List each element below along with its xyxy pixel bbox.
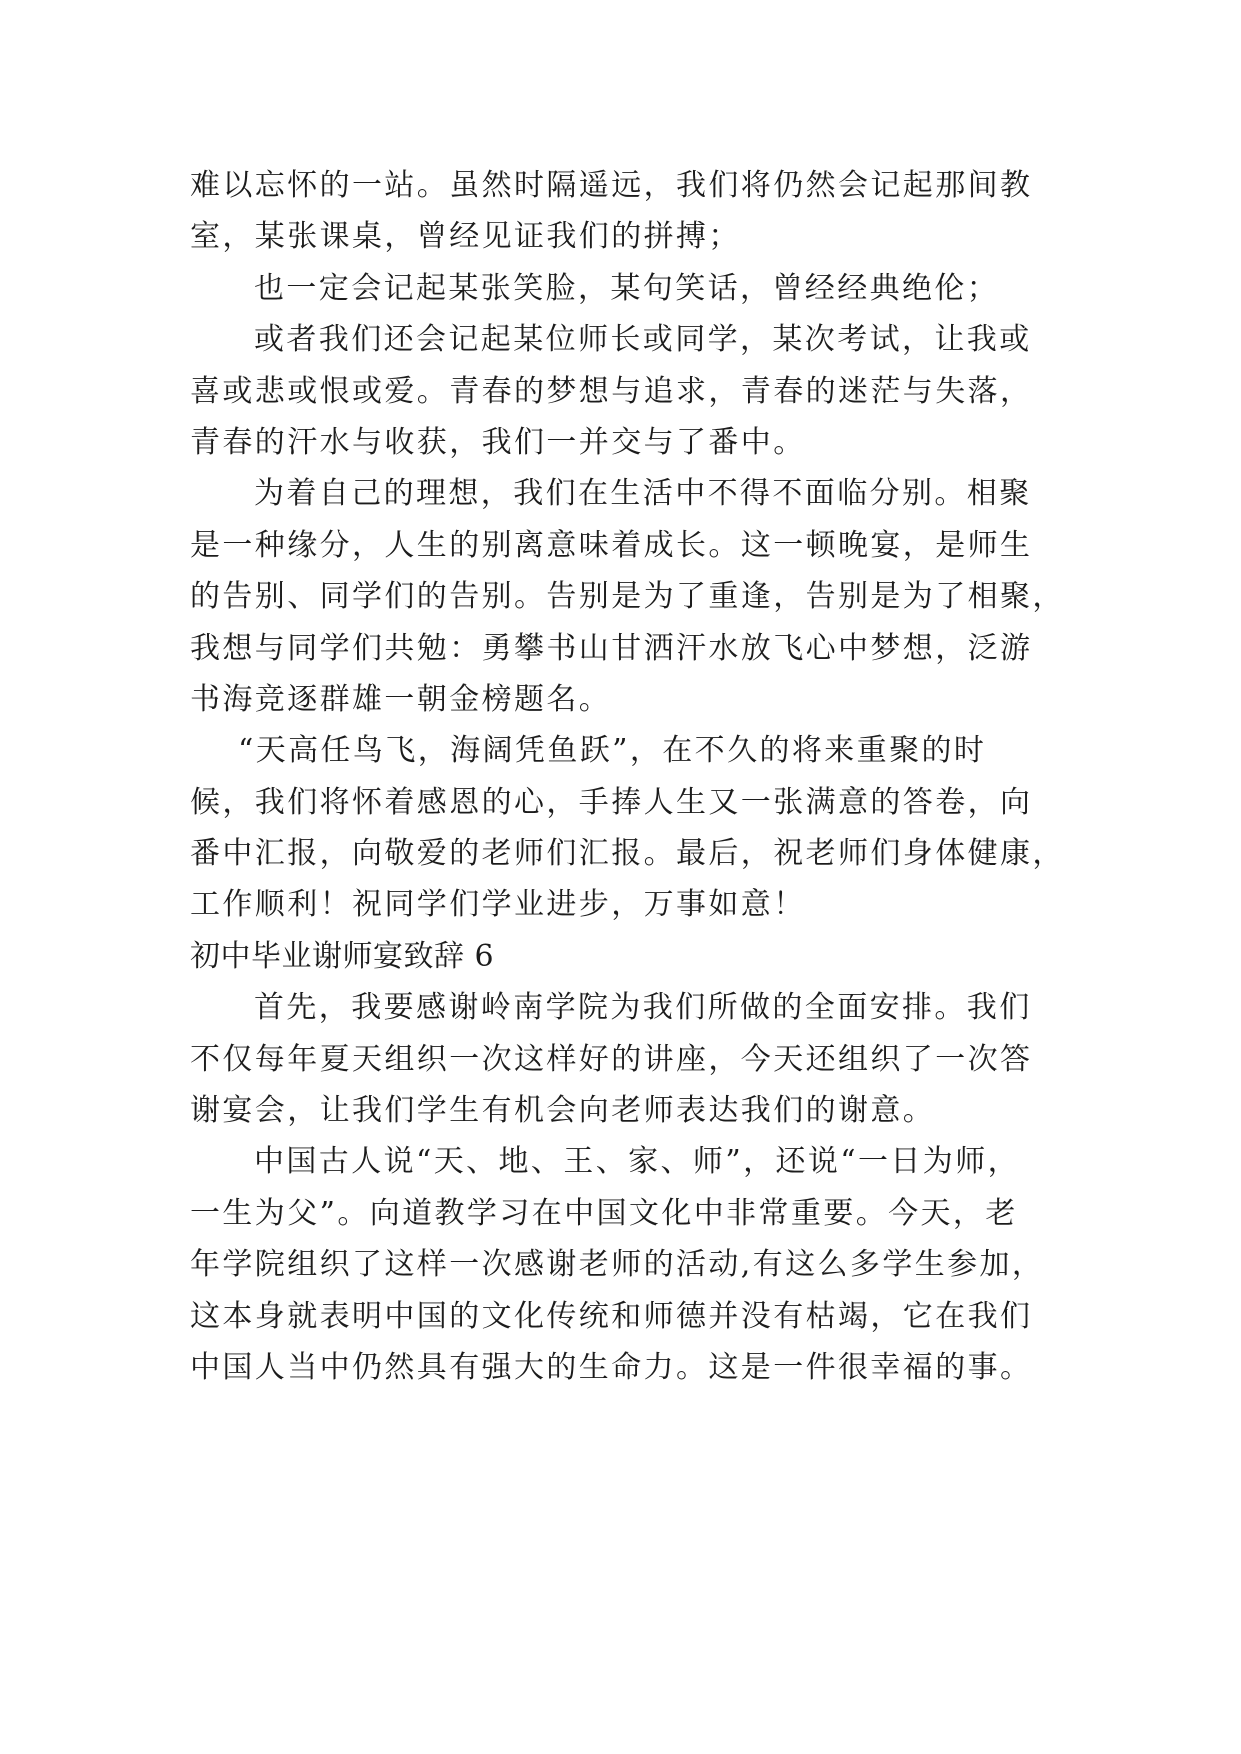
text-line: 是一种缘分，人生的别离意味着成长。这一顿晚宴，是师生	[190, 527, 1033, 563]
paragraph-start-line: “天高任鸟飞，海阔凭鱼跃”，在不久的将来重聚的时	[238, 733, 987, 769]
paragraph-start-line: 为着自己的理想，我们在生活中不得不面临分别。相聚	[254, 476, 1032, 512]
text-line: 难以忘怀的一站。虽然时隔遥远，我们将仍然会记起那间教	[190, 168, 1033, 203]
text-line: 书海竞逐群雄一朝金榜题名。	[190, 681, 612, 717]
text-line: 一生为父”。向道教学习在中国文化中非常重要。今天，老	[190, 1195, 1018, 1231]
text-line: 谢宴会，让我们学生有机会向老师表达我们的谢意。	[190, 1093, 936, 1129]
text-line: 室，某张课桌，曾经见证我们的拼搏；	[190, 219, 741, 255]
text-line: 我想与同学们共勉：勇攀书山甘洒汗水放飞心中梦想，泛游	[190, 630, 1033, 666]
paragraph-start-line: 或者我们还会记起某位师长或同学，某次考试，让我或	[254, 322, 1032, 358]
paragraph-start-line: 首先，我要感谢岭南学院为我们所做的全面安排。我们	[254, 990, 1032, 1026]
text-line: 年学院组织了这样一次感谢老师的活动,有这么多学生参加，	[190, 1247, 1045, 1283]
text-line: 这本身就表明中国的文化传统和师德并没有枯竭，它在我们	[190, 1298, 1033, 1334]
paragraph-start-line: 也一定会记起某张笑脸，某句笑话，曾经经典绝伦；	[254, 270, 1000, 306]
text-line: 喜或悲或恨或爱。青春的梦想与追求，青春的迷茫与失落，	[190, 373, 1033, 409]
text-line: 工作顺利！祝同学们学业进步，万事如意！	[190, 887, 806, 923]
text-line: 中国人当中仍然具有强大的生命力。这是一件很幸福的事。	[190, 1349, 1033, 1385]
text-line: 青春的汗水与收获，我们一并交与了番中。	[190, 424, 806, 460]
text-line: 的告别、同学们的告别。告别是为了重逢，告别是为了相聚，	[190, 579, 1065, 615]
text-line: 候，我们将怀着感恩的心，手捧人生又一张满意的答卷，向	[190, 784, 1033, 820]
paragraph-start-line: 中国古人说“天、地、王、家、师”，还说“一日为师，	[254, 1144, 1021, 1180]
section-heading: 初中毕业谢师宴致辞 6	[190, 938, 495, 974]
document-body	[190, 160, 1070, 1393]
text-line: 番中汇报，向敬爱的老师们汇报。最后，祝老师们身体健康，	[190, 836, 1065, 872]
text-line: 不仅每年夏天组织一次这样好的讲座，今天还组织了一次答	[190, 1041, 1033, 1077]
